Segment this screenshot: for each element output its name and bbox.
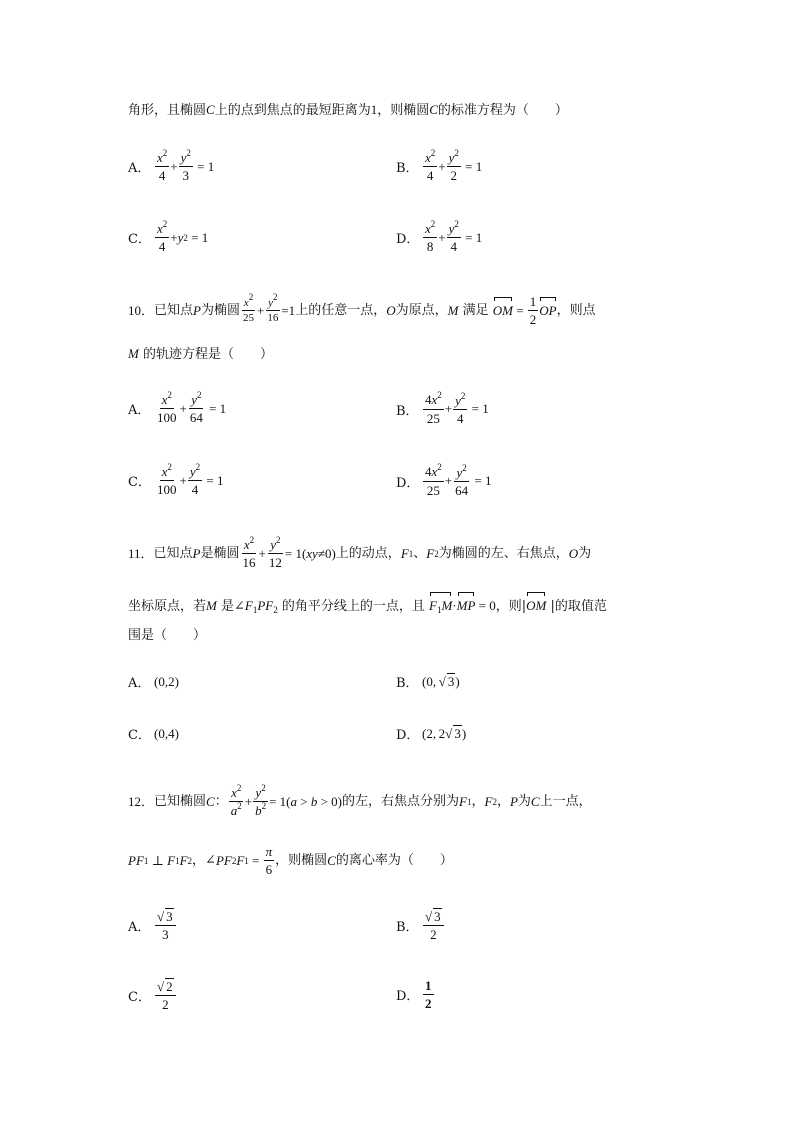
q11-option-b[interactable]: B． (0, √ 3): [396, 674, 460, 691]
q12-number: 12．: [128, 793, 155, 809]
q9-option-b[interactable]: B． $\frac{x^2}{4}$ + $\frac{y^2}{2}$ = 1: [396, 148, 483, 183]
q10-number: 10．: [128, 302, 155, 318]
option-label: A．: [128, 676, 151, 691]
option-label: D．: [396, 989, 420, 1004]
q9-option-a[interactable]: A． $\frac{x^2}{4}$ + $\frac{y^2}{3}$ = 1: [128, 148, 215, 183]
option-label: C．: [128, 989, 151, 1005]
option-label: B．: [396, 161, 419, 176]
q12-option-b[interactable]: B． $\frac{√ 3}{2}$: [396, 908, 445, 942]
option-label: C．: [128, 232, 151, 247]
q10-option-c[interactable]: C． $\frac{x^2}{100}$ + $\frac{y^2}{4}$ = 1: [128, 462, 224, 497]
q12-option-d[interactable]: D． $\frac{1}{2}$: [396, 978, 432, 1011]
q12-option-a[interactable]: A． $\frac{√ 3}{3}$: [128, 908, 177, 942]
q10-option-a[interactable]: A． $\frac{x^2}{100}$ + $\frac{y^2}{64}$ = 1: [128, 390, 227, 425]
q9-option-c[interactable]: C． $\frac{x^2}{4}$ + y 2 = 1: [128, 219, 209, 254]
option-label: A．: [128, 161, 151, 176]
option-label: C．: [128, 728, 151, 743]
q10-option-b[interactable]: B． $\frac{4x^2}{25}$ + $\frac{y^2}{4}$ = 1: [396, 390, 489, 426]
q10-stem: 10． 已知点 P 为椭圆 $\frac{x^2}{25}$ + $\frac{y^2}{16}$ =1 上的任意一点， O 为原点， M 满足 OM = $\frac{1}{2}$ OP ，则点: [128, 292, 596, 327]
q11-option-a-text: (0,2): [154, 673, 179, 689]
q11-stem: 11． 已知点 P 是椭圆 $\frac{x^2}{16}$ + $\frac{y^2}{12}$ = 1( xy ≠0) 上的动点， F 1 、 F 2 为椭圆的左、右焦点， O 为: [128, 535, 592, 570]
q9-stem: 角形，且椭圆C上的点到焦点的最短距离为1，则椭圆C的标准方程为（ ）: [128, 102, 568, 118]
q12-stem-line2: PF 1 ⊥ F 1 F 2 ，∠ PF 2 F 1 = $\frac{\pi}{6}$ ，则椭圆 C 的离心率为（ ）: [128, 844, 453, 877]
option-label: B．: [396, 676, 419, 691]
option-label: D．: [396, 232, 420, 247]
q10-option-d[interactable]: D． $\frac{4x^2}{25}$ + $\frac{y^2}{64}$ = 1: [396, 462, 492, 498]
option-label: C．: [128, 475, 151, 490]
q11-stem-line3: 围是（ ）: [128, 628, 207, 643]
q11-option-c-text: (0,4): [154, 725, 179, 741]
option-label: B．: [396, 919, 419, 935]
q10-stem-line2: M 的轨迹方程是（ ）: [128, 346, 273, 362]
q11-option-d[interactable]: D． (2, 2√ 3): [396, 726, 467, 743]
option-label: B．: [396, 403, 419, 419]
q9-option-d[interactable]: D． $\frac{x^2}{8}$ + $\frac{y^2}{4}$ = 1: [396, 219, 483, 254]
option-label: D．: [396, 475, 420, 491]
q12-stem: 12． 已知椭圆 C ： $\frac{x^2}{a^2}$ + $\frac{y^2}{b^2}$ = 1( a > b > 0) 的左，右焦点分别为 F 1 ， F 2 ， P 为 C 上一点，: [128, 783, 592, 818]
q11-stem-line2: 坐标原点，若M 是$\angle F_1PF_2$ 的角平分线上的一点，且 $F_1M\cdot MP = 0$，则|OM |的取值范: [128, 598, 607, 615]
q12-option-c[interactable]: C． $\frac{√ 2}{2}$: [128, 978, 177, 1012]
option-label: D．: [396, 728, 420, 743]
option-label: A．: [128, 403, 151, 418]
q11-option-c[interactable]: [128, 724, 179, 743]
q11-option-a[interactable]: [128, 672, 179, 691]
q11-number: 11．: [128, 545, 154, 561]
option-label: A．: [128, 919, 151, 935]
